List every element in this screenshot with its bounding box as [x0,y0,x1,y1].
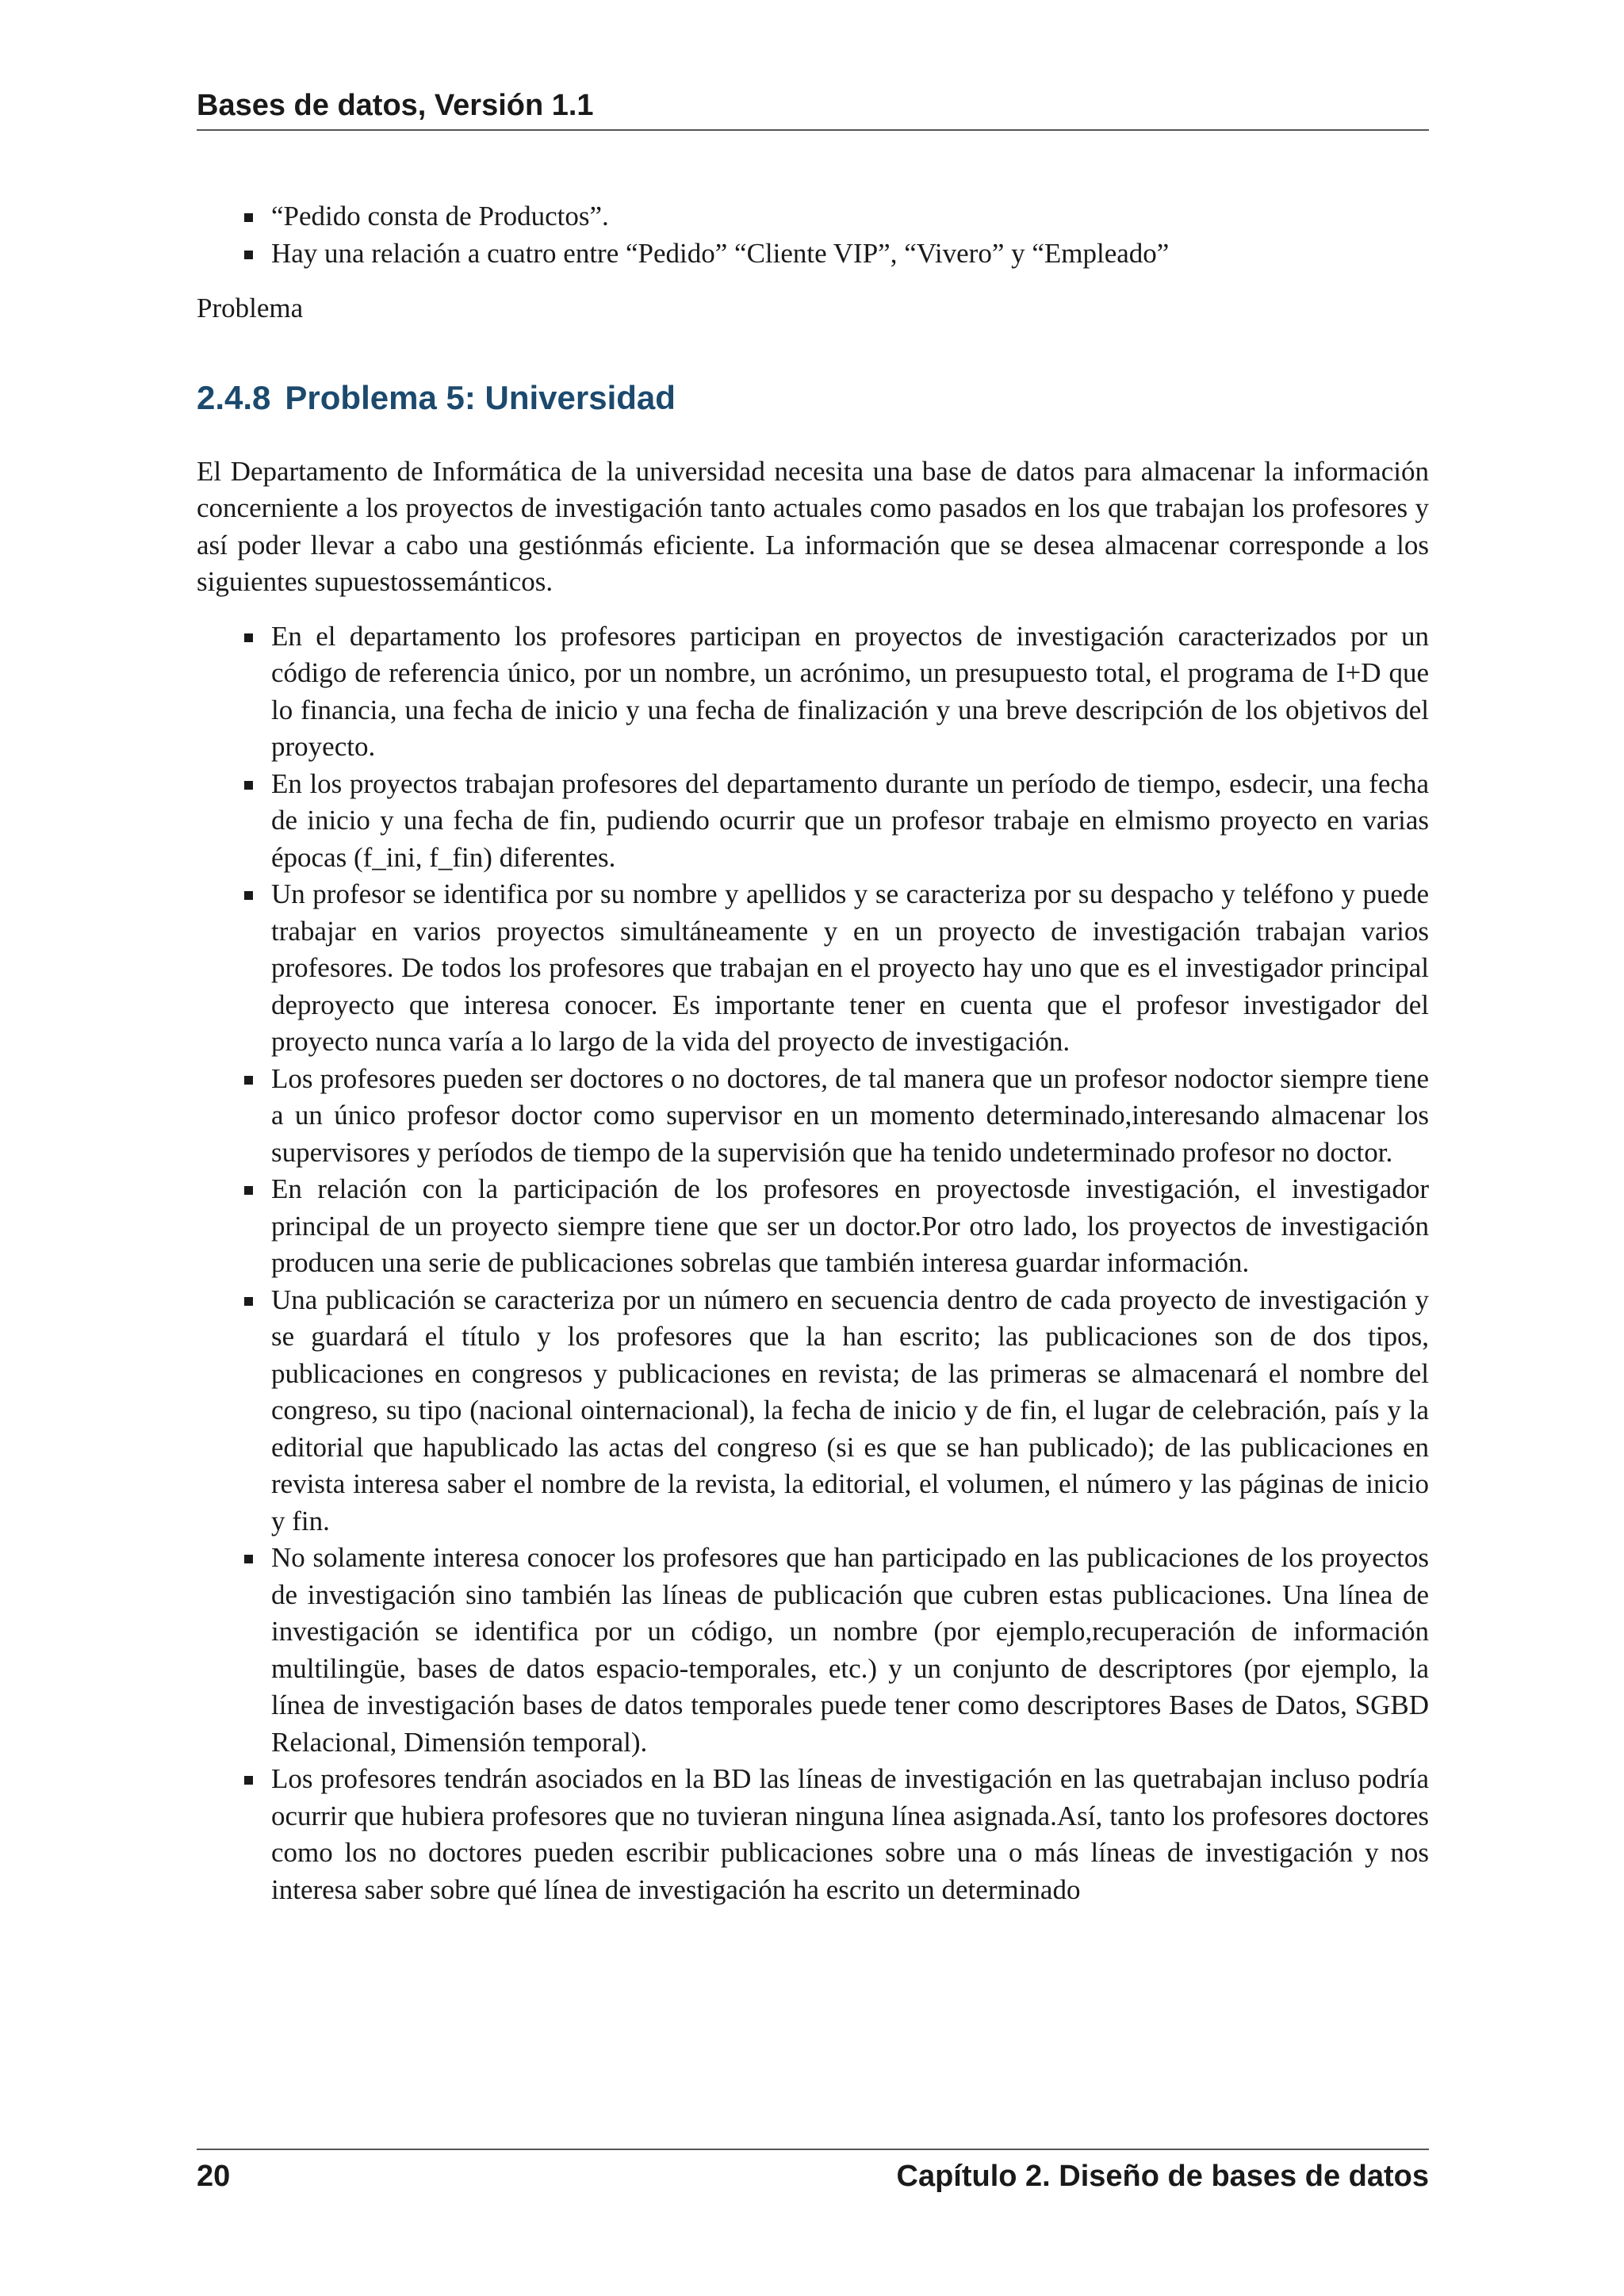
page-footer [197,2149,1429,2194]
list-item: No solamente interesa conocer los profesores que han participado en las publicaciones de los proyectos de investigación sino también las líneas de publicación que cubren estas publicaciones. Una línea de investigación se identifica por un código, un nombre (por ejemplo,recuperación de información multilingüe, bases de datos espacio-temporales, etc.) y un conjunto de descriptores (por ejemplo, la línea de investigación bases de datos temporales puede tener como descriptores Bases de Datos, SGBD Relacional, Dimensión temporal). [197,1540,1429,1761]
list-item: Hay una relación a cuatro entre “Pedido” “Cliente VIP”, “Vivero” y “Empleado” [197,235,1429,273]
bullet-icon [244,633,253,642]
list-item: Una publicación se caracteriza por un número en secuencia dentro de cada proyecto de investigación y se guardará el título y los profesores que la han escrito; las publicaciones son de dos tipos, publicaciones en congresos y publicaciones en revista; de las primeras se almacenará el nombre del congreso, su tipo (nacional ointernacional), la fecha de inicio y de fin, el lugar de celebración, país y la editorial que hapublicado las actas del congreso (si es que se han publicado); de las publicaciones en revista interesa saber el nombre de la revista, la editorial, el volumen, el número y las páginas de inicio y fin. [197,1282,1429,1540]
problema-label: Problema [197,293,304,323]
list-item: “Pedido consta de Productos”. [197,198,1429,235]
top-bullet-list [197,198,1429,272]
bullet-icon [244,213,253,222]
list-item: En los proyectos trabajan profesores del departamento durante un período de tiempo, esdecir, una fecha de inicio y una fecha de fin, pudiendo ocurrir que un profesor trabaje en elmismo proyecto en varias épocas (f_ini, f_fin) diferentes. [197,766,1429,877]
requirements-list [197,618,1429,1909]
list-item: Un profesor se identifica por su nombre y apellidos y se caracteriza por su despacho y teléfono y puede trabajar en varios proyectos simultáneamente y en un proyecto de investigación trabajan varios profesores. De todos los profesores que trabajan en el proyecto hay uno que es el investigador principal deproyecto que interesa conocer. Es importante tener en cuenta que el profesor investigador del proyecto nunca varía a lo largo de la vida del proyecto de investigación. [197,876,1429,1061]
page-header [197,89,1429,131]
page-number: 20 [197,2160,231,2193]
section-number: 2.4.8 [197,378,271,416]
page-content [197,198,1429,1908]
bullet-icon [244,251,253,259]
list-item: Los profesores pueden ser doctores o no doctores, de tal manera que un profesor nodoctor siempre tiene a un único profesor doctor como supervisor en un momento determinado,interesando almacenar los supervisores y períodos de tiempo de la supervisión que ha tenido undeterminado profesor no doctor. [197,1061,1429,1172]
bullet-icon [244,781,253,790]
running-header-title: Bases de datos, Versión 1.1 [197,89,594,122]
list-item: En relación con la participación de los profesores en proyectosde investigación, el investigador principal de un proyecto siempre tiene que ser un doctor.Por otro lado, los proyectos de investigación producen una serie de publicaciones sobrelas que también interesa guardar información. [197,1171,1429,1282]
chapter-title: Capítulo 2. Diseño de bases de datos [896,2160,1429,2193]
bullet-icon [244,1076,253,1085]
bullet-icon [244,1186,253,1195]
bullet-icon [244,1776,253,1785]
bullet-icon [244,891,253,900]
bullet-icon [244,1555,253,1563]
section-title: Problema 5: Universidad [285,378,676,416]
list-item: Los profesores tendrán asociados en la BD las líneas de investigación en las quetrabajan incluso podría ocurrir que hubiera profesores que no tuvieran ninguna línea asignada.Así, tanto los profesores doctores como los no doctores pueden escribir publicaciones sobre una o más líneas de investigación y nos interesa saber sobre qué línea de investigación ha escrito un determinado [197,1761,1429,1908]
list-item: En el departamento los profesores participan en proyectos de investigación caracterizados por un código de referencia único, por un nombre, un acrónimo, un presupuesto total, el programa de I+D que lo financia, una fecha de inicio y una fecha de finalización y una breve descripción de los objetivos del proyecto. [197,618,1429,766]
bullet-icon [244,1297,253,1306]
intro-paragraph: El Departamento de Informática de la universidad necesita una base de datos para almacenar la información concerniente a los proyectos de investigación tanto actuales como pasados en los que trabajan los profesores y así poder llevar a cabo una gestiónmás eficiente. La información que se desea almacenar corresponde a los siguientes supuestossemánticos. [197,455,1429,597]
section-heading [197,377,1429,419]
